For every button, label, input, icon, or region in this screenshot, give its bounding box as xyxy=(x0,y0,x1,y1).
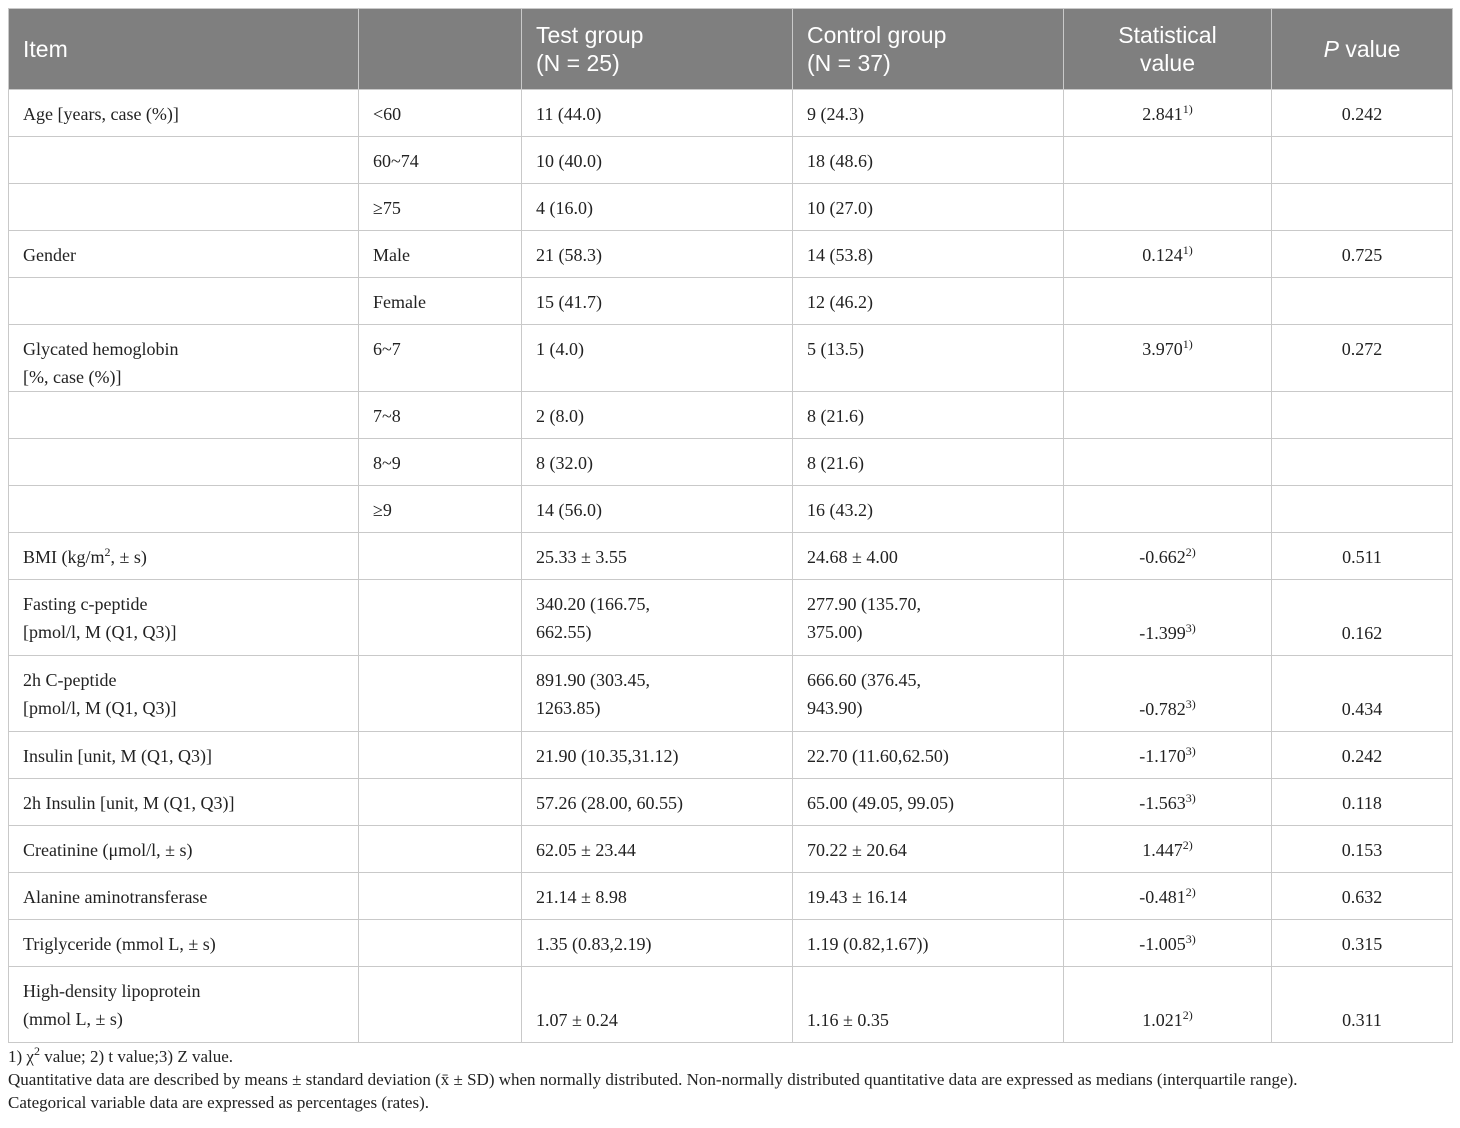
table-row xyxy=(9,137,1453,184)
cell-sub: 7~8 xyxy=(359,392,522,439)
cell-stat xyxy=(1064,231,1272,278)
cell-p: 0.311 xyxy=(1272,967,1453,1043)
cell-control: 5 (13.5) xyxy=(793,325,1064,392)
cell-control: 24.68 ± 4.00 xyxy=(793,533,1064,580)
cell-sub: Female xyxy=(359,278,522,325)
cell-test: 57.26 (28.00, 60.55) xyxy=(522,779,793,826)
cell-stat xyxy=(1064,439,1272,486)
table-row xyxy=(9,231,1453,278)
cell-test: 891.90 (303.45, 1263.85) xyxy=(522,656,793,732)
cell-item: High-density lipoprotein (mmol L, ± s) xyxy=(9,967,359,1043)
table-row xyxy=(9,486,1453,533)
footnotes xyxy=(8,1045,1458,1114)
footnote-1 xyxy=(8,1045,1458,1068)
cell-test: 1.07 ± 0.24 xyxy=(522,967,793,1043)
cell-control: 18 (48.6) xyxy=(793,137,1064,184)
cell-stat xyxy=(1064,732,1272,779)
stat-value: 1.447 xyxy=(1142,840,1183,860)
header-test: Test group (N = 25) xyxy=(522,9,793,90)
cell-sub xyxy=(359,533,522,580)
header-sub xyxy=(359,9,522,90)
cell-test: 4 (16.0) xyxy=(522,184,793,231)
cell-item: Age [years, case (%)] xyxy=(9,90,359,137)
cell-test: 21 (58.3) xyxy=(522,231,793,278)
cell-stat xyxy=(1064,278,1272,325)
cell-control: 666.60 (376.45, 943.90) xyxy=(793,656,1064,732)
cell-item: Alanine aminotransferase xyxy=(9,873,359,920)
footnote-2: Quantitative data are described by means ± standard deviation (x̄ ± SD) when normally distributed. Non-normally distributed quantitative data are expressed as medians (interquartile range). xyxy=(8,1070,1298,1089)
cell-test: 14 (56.0) xyxy=(522,486,793,533)
cell-control: 65.00 (49.05, 99.05) xyxy=(793,779,1064,826)
cell-sub xyxy=(359,656,522,732)
stat-footnote-marker: 3) xyxy=(1185,744,1196,758)
stat-value: 1.021 xyxy=(1142,1010,1183,1030)
stat-value: -0.782 xyxy=(1139,699,1186,719)
cell-test: 11 (44.0) xyxy=(522,90,793,137)
cell-stat xyxy=(1064,656,1272,732)
stat-footnote-marker: 2) xyxy=(1185,885,1196,899)
cell-sub xyxy=(359,873,522,920)
cell-control: 277.90 (135.70, 375.00) xyxy=(793,580,1064,656)
cell-item: 2h Insulin [unit, M (Q1, Q3)] xyxy=(9,779,359,826)
header-control: Control group (N = 37) xyxy=(793,9,1064,90)
cell-item xyxy=(9,533,359,580)
header-p xyxy=(1272,9,1453,90)
cell-sub: ≥75 xyxy=(359,184,522,231)
table-row xyxy=(9,779,1453,826)
cell-stat xyxy=(1064,779,1272,826)
cell-p xyxy=(1272,137,1453,184)
cell-item xyxy=(9,278,359,325)
cell-p: 0.118 xyxy=(1272,779,1453,826)
cell-item-sup: 2 xyxy=(104,545,111,559)
table-row xyxy=(9,392,1453,439)
table-row xyxy=(9,439,1453,486)
cell-control: 70.22 ± 20.64 xyxy=(793,826,1064,873)
table-row xyxy=(9,533,1453,580)
cell-item xyxy=(9,392,359,439)
cell-p: 0.242 xyxy=(1272,732,1453,779)
stat-footnote-marker: 2) xyxy=(1185,545,1196,559)
cell-item: Fasting c-peptide [pmol/l, M (Q1, Q3)] xyxy=(9,580,359,656)
cell-item xyxy=(9,486,359,533)
table-row xyxy=(9,184,1453,231)
cell-p xyxy=(1272,439,1453,486)
footnote-3: Categorical variable data are expressed as percentages (rates). xyxy=(8,1093,429,1112)
stat-value: 3.970 xyxy=(1142,339,1183,359)
cell-control: 1.19 (0.82,1.67)) xyxy=(793,920,1064,967)
header-item: Item xyxy=(9,9,359,90)
cell-item: Triglyceride (mmol L, ± s) xyxy=(9,920,359,967)
stat-value: 2.841 xyxy=(1142,104,1183,124)
cell-stat xyxy=(1064,533,1272,580)
cell-item: Insulin [unit, M (Q1, Q3)] xyxy=(9,732,359,779)
cell-test: 2 (8.0) xyxy=(522,392,793,439)
cell-stat xyxy=(1064,184,1272,231)
cell-control: 8 (21.6) xyxy=(793,439,1064,486)
table-row xyxy=(9,278,1453,325)
table-body xyxy=(9,90,1453,1043)
table-row xyxy=(9,90,1453,137)
cell-sub xyxy=(359,580,522,656)
cell-test: 1.35 (0.83,2.19) xyxy=(522,920,793,967)
cell-stat xyxy=(1064,90,1272,137)
cell-control: 9 (24.3) xyxy=(793,90,1064,137)
stat-footnote-marker: 3) xyxy=(1185,621,1196,635)
table-row xyxy=(9,920,1453,967)
table-container xyxy=(8,8,1452,1043)
stat-value: -1.399 xyxy=(1139,623,1186,643)
header-row xyxy=(9,9,1453,90)
stat-value: -1.170 xyxy=(1139,746,1186,766)
footnote-1-b: value; 2) t value;3) Z value. xyxy=(39,1047,234,1066)
cell-item: Gender xyxy=(9,231,359,278)
cell-control: 16 (43.2) xyxy=(793,486,1064,533)
cell-test: 340.20 (166.75, 662.55) xyxy=(522,580,793,656)
cell-item: Creatinine (μmol/l, ± s) xyxy=(9,826,359,873)
cell-test: 1 (4.0) xyxy=(522,325,793,392)
cell-p: 0.272 xyxy=(1272,325,1453,392)
cell-test: 15 (41.7) xyxy=(522,278,793,325)
cell-p xyxy=(1272,278,1453,325)
cell-test: 21.90 (10.35,31.12) xyxy=(522,732,793,779)
cell-sub xyxy=(359,920,522,967)
cell-sub: 6~7 xyxy=(359,325,522,392)
cell-p xyxy=(1272,392,1453,439)
cell-stat xyxy=(1064,967,1272,1043)
cell-item xyxy=(9,439,359,486)
cell-p xyxy=(1272,486,1453,533)
cell-p: 0.632 xyxy=(1272,873,1453,920)
cell-test: 10 (40.0) xyxy=(522,137,793,184)
stat-footnote-marker: 1) xyxy=(1182,102,1193,116)
stat-value: 0.124 xyxy=(1142,245,1183,265)
stat-value: -0.662 xyxy=(1139,547,1186,567)
stat-value: -1.005 xyxy=(1139,934,1186,954)
cell-stat xyxy=(1064,325,1272,392)
cell-p xyxy=(1272,184,1453,231)
cell-p: 0.242 xyxy=(1272,90,1453,137)
cell-item-text-post: , ± s) xyxy=(110,547,147,567)
cell-p: 0.725 xyxy=(1272,231,1453,278)
cell-test: 21.14 ± 8.98 xyxy=(522,873,793,920)
cell-p: 0.153 xyxy=(1272,826,1453,873)
stat-footnote-marker: 3) xyxy=(1185,697,1196,711)
stat-footnote-marker: 1) xyxy=(1182,243,1193,257)
cell-stat xyxy=(1064,826,1272,873)
cell-sub: 60~74 xyxy=(359,137,522,184)
cell-p: 0.162 xyxy=(1272,580,1453,656)
cell-control: 10 (27.0) xyxy=(793,184,1064,231)
table-row xyxy=(9,967,1453,1043)
cell-control: 19.43 ± 16.14 xyxy=(793,873,1064,920)
stat-value: -0.481 xyxy=(1139,887,1186,907)
cell-sub xyxy=(359,779,522,826)
table-row xyxy=(9,656,1453,732)
cell-sub xyxy=(359,826,522,873)
cell-control: 12 (46.2) xyxy=(793,278,1064,325)
cell-sub: 8~9 xyxy=(359,439,522,486)
table-row xyxy=(9,732,1453,779)
cell-test: 25.33 ± 3.55 xyxy=(522,533,793,580)
table-row xyxy=(9,826,1453,873)
cell-sub: <60 xyxy=(359,90,522,137)
cell-stat xyxy=(1064,486,1272,533)
cell-sub xyxy=(359,732,522,779)
stat-value: -1.563 xyxy=(1139,793,1186,813)
cell-p: 0.315 xyxy=(1272,920,1453,967)
stat-footnote-marker: 3) xyxy=(1185,791,1196,805)
stat-footnote-marker: 1) xyxy=(1182,337,1193,351)
cell-sub: ≥9 xyxy=(359,486,522,533)
table-row xyxy=(9,580,1453,656)
data-table xyxy=(8,8,1453,1043)
cell-control: 8 (21.6) xyxy=(793,392,1064,439)
cell-control: 22.70 (11.60,62.50) xyxy=(793,732,1064,779)
table-row xyxy=(9,873,1453,920)
cell-p: 0.434 xyxy=(1272,656,1453,732)
stat-footnote-marker: 2) xyxy=(1182,1008,1193,1022)
footnote-1-sup: 2 xyxy=(33,1044,40,1058)
stat-footnote-marker: 3) xyxy=(1185,932,1196,946)
cell-control: 1.16 ± 0.35 xyxy=(793,967,1064,1043)
cell-sub: Male xyxy=(359,231,522,278)
footnote-1-a: 1) χ xyxy=(8,1047,34,1066)
cell-item: Glycated hemoglobin [%, case (%)] xyxy=(9,325,359,392)
cell-item: 2h C-peptide [pmol/l, M (Q1, Q3)] xyxy=(9,656,359,732)
cell-stat xyxy=(1064,137,1272,184)
cell-p: 0.511 xyxy=(1272,533,1453,580)
cell-stat xyxy=(1064,873,1272,920)
cell-stat xyxy=(1064,580,1272,656)
cell-sub xyxy=(359,967,522,1043)
cell-stat xyxy=(1064,920,1272,967)
table-row xyxy=(9,325,1453,392)
cell-stat xyxy=(1064,392,1272,439)
stat-footnote-marker: 2) xyxy=(1182,838,1193,852)
cell-item xyxy=(9,137,359,184)
header-p-italic: P xyxy=(1323,36,1339,62)
header-stat: Statistical value xyxy=(1064,9,1272,90)
cell-test: 62.05 ± 23.44 xyxy=(522,826,793,873)
cell-control: 14 (53.8) xyxy=(793,231,1064,278)
cell-item xyxy=(9,184,359,231)
header-p-rest: value xyxy=(1338,36,1401,62)
cell-item-text: BMI (kg/m xyxy=(23,547,105,567)
cell-test: 8 (32.0) xyxy=(522,439,793,486)
